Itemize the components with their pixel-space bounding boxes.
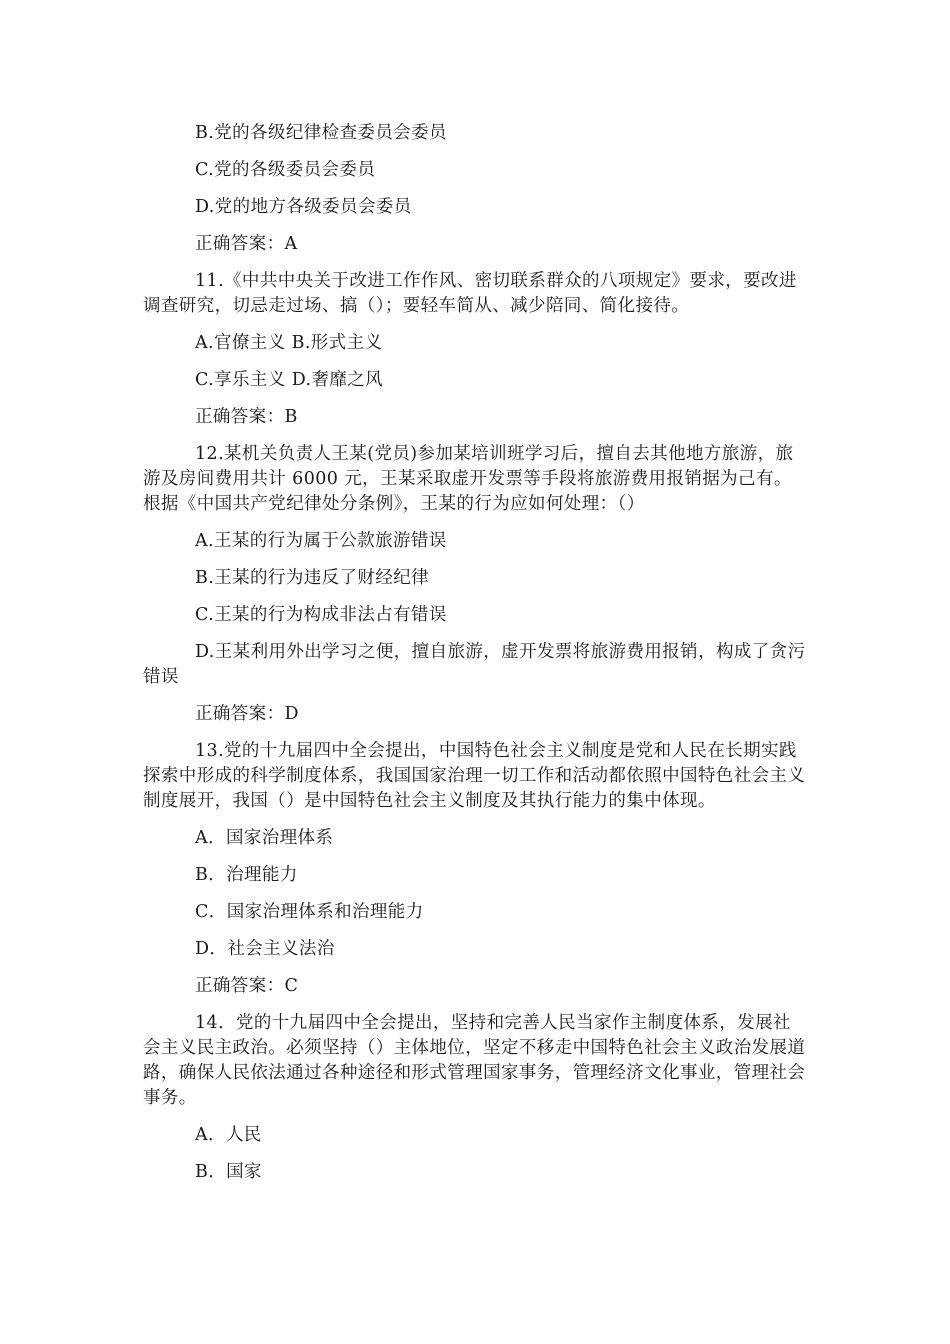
question-11-options-ab: A.官僚主义 B.形式主义 xyxy=(195,333,383,353)
question-14-option-b: B．国家 xyxy=(195,1162,262,1182)
question-11-answer: 正确答案：B xyxy=(195,407,298,427)
question-12-option-d: D.王某利用外出学习之便，擅自旅游，虚开发票将旅游费用报销，构成了贪污错误 xyxy=(143,642,806,687)
question-11: 11.《中共中央关于改进工作作风、密切联系群众的八项规定》要求，要改进调查研究，切忌走过场、搞（）；要轻车简从、减少陪同、简化接待。 xyxy=(143,271,797,316)
question-12-option-a: A.王某的行为属于公款旅游错误 xyxy=(195,531,447,551)
correct-answer: 正确答案：A xyxy=(195,234,298,254)
question-12-option-c: C.王某的行为构成非法占有错误 xyxy=(195,605,447,625)
question-12-option-b: B.王某的行为违反了财经纪律 xyxy=(195,568,430,588)
question-13-option-a: A．国家治理体系 xyxy=(195,828,334,848)
question-13-option-c: C．国家治理体系和治理能力 xyxy=(195,902,424,922)
question-14-option-a: A．人民 xyxy=(195,1125,262,1145)
question-12: 12.某机关负责人王某(党员)参加某培训班学习后，擅自去其他地方旅游，旅游及房间费用共计 6000 元，王某采取虚开发票等手段将旅游费用报销据为己有。根据《中国共产党纪律处分条例》，王某的行为应如何处理：（） xyxy=(143,444,794,514)
option-c: C.党的各级委员会委员 xyxy=(195,160,376,180)
option-b: B.党的各级纪律检查委员会委员 xyxy=(195,123,447,143)
document-body xyxy=(143,121,808,1197)
question-13-option-d: D．社会主义法治 xyxy=(195,939,335,959)
question-11-options-cd: C.享乐主义 D.奢靡之风 xyxy=(195,370,384,390)
question-13-option-b: B．治理能力 xyxy=(195,865,298,885)
question-14: 14．党的十九届四中全会提出，坚持和完善人民当家作主制度体系，发展社会主义民主政治。必须坚持（）主体地位，坚定不移走中国特色社会主义政治发展道路，确保人民依法通过各种途径和形式管理国家事务，管理经济文化事业，管理社会事务。 xyxy=(143,1013,806,1108)
option-d: D.党的地方各级委员会委员 xyxy=(195,197,412,217)
question-13: 13.党的十九届四中全会提出，中国特色社会主义制度是党和人民在长期实践探索中形成的科学制度体系，我国国家治理一切工作和活动都依照中国特色社会主义制度展开，我国（）是中国特色社会主义制度及其执行能力的集中体现。 xyxy=(143,741,806,811)
question-12-answer: 正确答案：D xyxy=(195,704,299,724)
question-13-answer: 正确答案：C xyxy=(195,976,299,996)
